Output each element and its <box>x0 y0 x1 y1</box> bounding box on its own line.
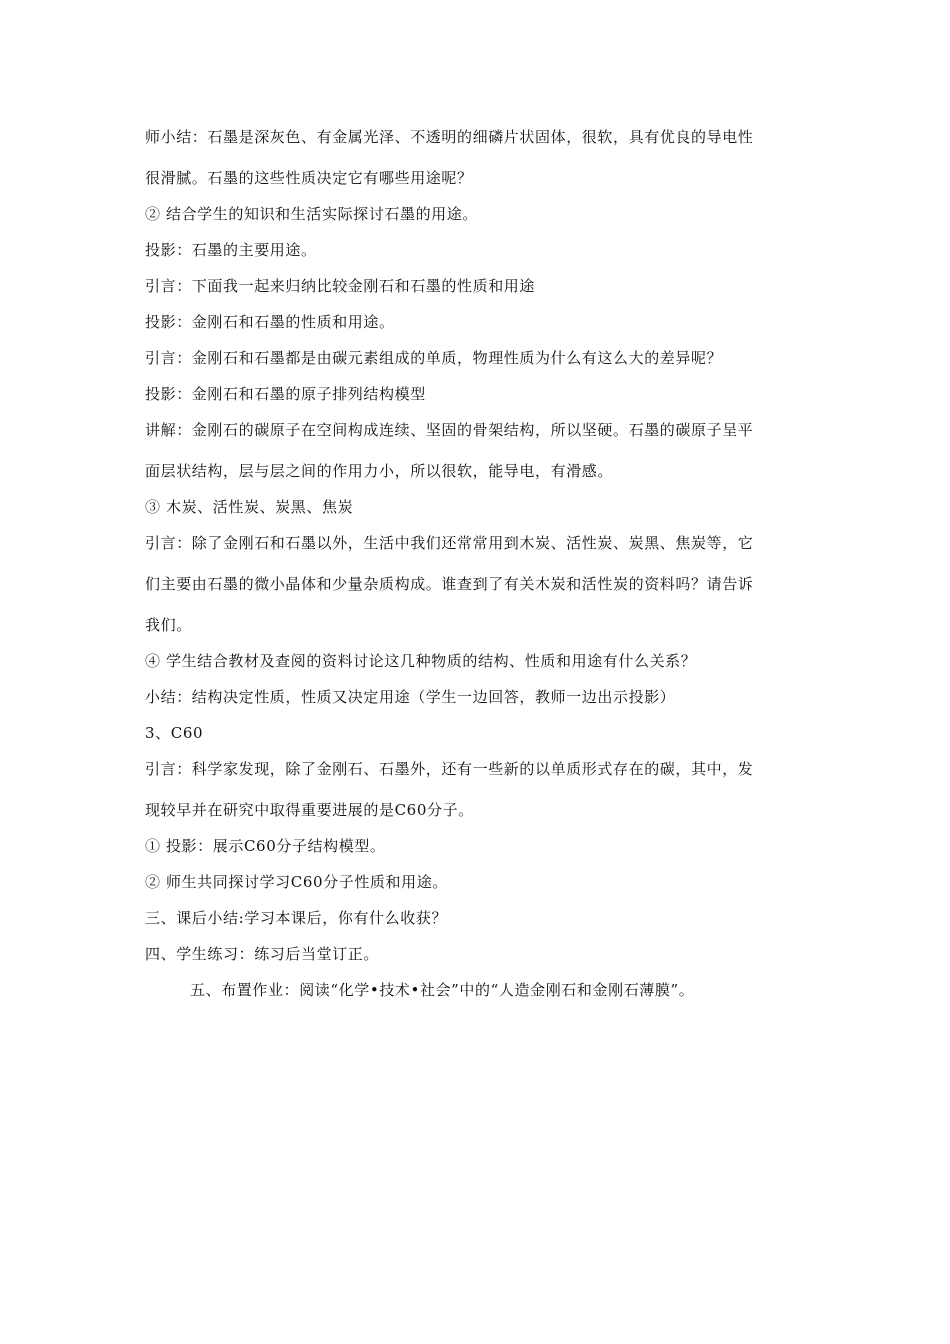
text-line: 师小结：石墨是深灰色、有金属光泽、不透明的细磷片状固体，很软，具有优良的导电性 <box>145 128 754 146</box>
text-line: 们主要由石墨的微小晶体和少量杂质构成。谁查到了有关木炭和活性炭的资料吗？请告诉 <box>145 575 754 593</box>
text-line: 小结：结构决定性质，性质又决定用途（学生一边回答，教师一边出示投影） <box>145 688 676 706</box>
text-line: 投影：金刚石和石墨的原子排列结构模型 <box>145 385 426 403</box>
text-line: 引言：金刚石和石墨都是由碳元素组成的单质，物理性质为什么有这么大的差异呢？ <box>145 349 723 367</box>
text-line: ④ 学生结合教材及查阅的资料讨论这几种物质的结构、性质和用途有什么关系？ <box>145 652 697 670</box>
text-line: 引言：科学家发现，除了金刚石、石墨外，还有一些新的以单质形式存在的碳，其中，发 <box>145 760 754 778</box>
text-line: ③ 木炭、活性炭、炭黑、焦炭 <box>145 498 354 516</box>
text-line: ① 投影：展示C60分子结构模型。 <box>145 837 386 855</box>
text-line: 三、课后小结:学习本课后，你有什么收获？ <box>145 909 448 927</box>
text-line: ② 师生共同探讨学习C60分子性质和用途。 <box>145 873 448 891</box>
text-line: 引言：下面我一起来归纳比较金刚石和石墨的性质和用途 <box>145 277 536 295</box>
document-body <box>145 124 810 1003</box>
text-line: 五、布置作业：阅读“化学•技术•社会”中的“人造金刚石和金刚石薄膜”。 <box>190 981 695 999</box>
text-line: 我们。 <box>145 616 192 634</box>
text-line: 四、学生练习：练习后当堂订正。 <box>145 945 380 963</box>
text-line: 投影：石墨的主要用途。 <box>145 241 317 259</box>
text-line: 讲解：金刚石的碳原子在空间构成连续、坚固的骨架结构，所以坚硬。石墨的碳原子呈平 <box>145 421 754 439</box>
text-line: 现较早并在研究中取得重要进展的是C60分子。 <box>145 801 474 819</box>
text-line: 3、C60 <box>145 724 204 742</box>
text-line: 引言：除了金刚石和石墨以外，生活中我们还常常用到木炭、活性炭、炭黑、焦炭等，它 <box>145 534 754 552</box>
text-line: 很滑腻。石墨的这些性质决定它有哪些用途呢？ <box>145 169 473 187</box>
text-line: 面层状结构，层与层之间的作用力小，所以很软，能导电，有滑感。 <box>145 462 614 480</box>
text-line: ② 结合学生的知识和生活实际探讨石墨的用途。 <box>145 205 478 223</box>
text-line: 投影：金刚石和石墨的性质和用途。 <box>145 313 395 331</box>
